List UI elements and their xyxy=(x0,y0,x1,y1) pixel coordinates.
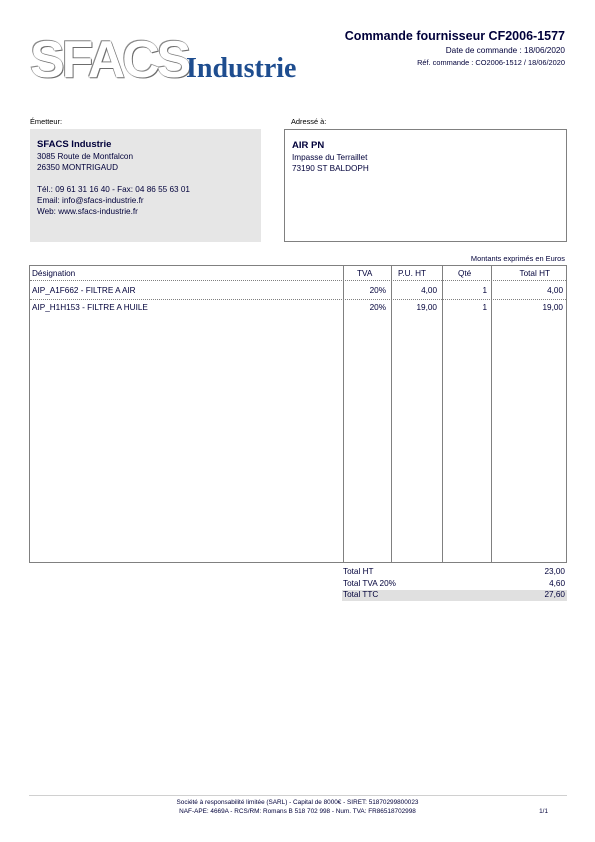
cell-tva: 20% xyxy=(369,303,386,312)
recipient-box xyxy=(284,129,567,242)
total-ttc-label: Total TTC xyxy=(343,590,379,599)
column-divider xyxy=(442,266,443,562)
cell-designation: AIP_A1F662 - FILTRE A AIR xyxy=(32,286,136,295)
total-tva-label: Total TVA 20% xyxy=(343,579,396,588)
sender-label: Émetteur: xyxy=(30,117,63,126)
sender-email: Email: info@sfacs-industrie.fr xyxy=(37,196,144,205)
sender-web: Web: www.sfacs-industrie.fr xyxy=(37,207,138,216)
document-title: Commande fournisseur CF2006-1577 xyxy=(344,29,565,43)
order-lines-table xyxy=(29,265,567,563)
cell-total-ht: 4,00 xyxy=(547,286,563,295)
company-logo xyxy=(30,31,320,89)
cell-pu-ht: 19,00 xyxy=(416,303,437,312)
total-ttc-row xyxy=(342,590,567,601)
recipient-address-line2: 73190 ST BALDOPH xyxy=(292,164,369,173)
cell-qty: 1 xyxy=(482,286,487,295)
column-divider xyxy=(343,266,344,562)
column-divider xyxy=(391,266,392,562)
cell-tva: 20% xyxy=(369,286,386,295)
total-ht-label: Total HT xyxy=(343,567,374,576)
total-ttc-value: 27,60 xyxy=(544,590,565,599)
sender-address-line1: 3085 Route de Montfalcon xyxy=(37,152,134,161)
order-reference: Réf. commande : CO2006-1512 / 18/06/2020 xyxy=(417,58,565,67)
sender-phone: Tél.: 09 61 31 16 40 - Fax: 04 86 55 63 01 xyxy=(37,185,190,194)
recipient-label: Adressé à: xyxy=(291,117,327,126)
cell-pu-ht: 4,00 xyxy=(421,286,437,295)
cell-designation: AIP_H1H153 - FILTRE A HUILE xyxy=(32,303,148,312)
footer-legal-line2: NAF-APE: 4669A - RCS/RM: Romans B 518 702 998 - Num. TVA: FR86518702998 xyxy=(179,808,416,815)
footer-legal-line1: Société à responsabilité limitée (SARL) - Capital de 8000€ - SIRET: 51870299800023 xyxy=(176,799,419,806)
total-tva-value: 4,60 xyxy=(549,579,565,588)
currency-note: Montants exprimés en Euros xyxy=(470,254,565,263)
header-pu-ht: P.U. HT xyxy=(398,269,427,278)
cell-qty: 1 xyxy=(482,303,487,312)
total-ht-row xyxy=(342,567,567,578)
logo-main-text: SFACS xyxy=(30,31,189,89)
page-number: 1/1 xyxy=(539,808,548,815)
total-ht-value: 23,00 xyxy=(544,567,565,576)
footer-divider xyxy=(29,795,567,796)
total-tva-row xyxy=(342,579,567,590)
row-separator xyxy=(30,299,566,300)
recipient-address-line1: Impasse du Terraillet xyxy=(292,153,368,162)
header-tva: TVA xyxy=(357,269,373,278)
recipient-name: AIR PN xyxy=(292,140,325,151)
column-divider xyxy=(491,266,492,562)
header-qty: Qté xyxy=(458,269,472,278)
sender-box xyxy=(30,129,261,242)
header-separator xyxy=(30,280,566,281)
cell-total-ht: 19,00 xyxy=(542,303,563,312)
sender-address-line2: 26350 MONTRIGAUD xyxy=(37,163,118,172)
header-designation: Désignation xyxy=(32,269,76,278)
header-total-ht: Total HT xyxy=(519,269,550,278)
sender-name: SFACS Industrie xyxy=(37,139,112,150)
logo-sub-text: Industrie xyxy=(186,53,297,84)
order-date: Date de commande : 18/06/2020 xyxy=(445,46,565,55)
